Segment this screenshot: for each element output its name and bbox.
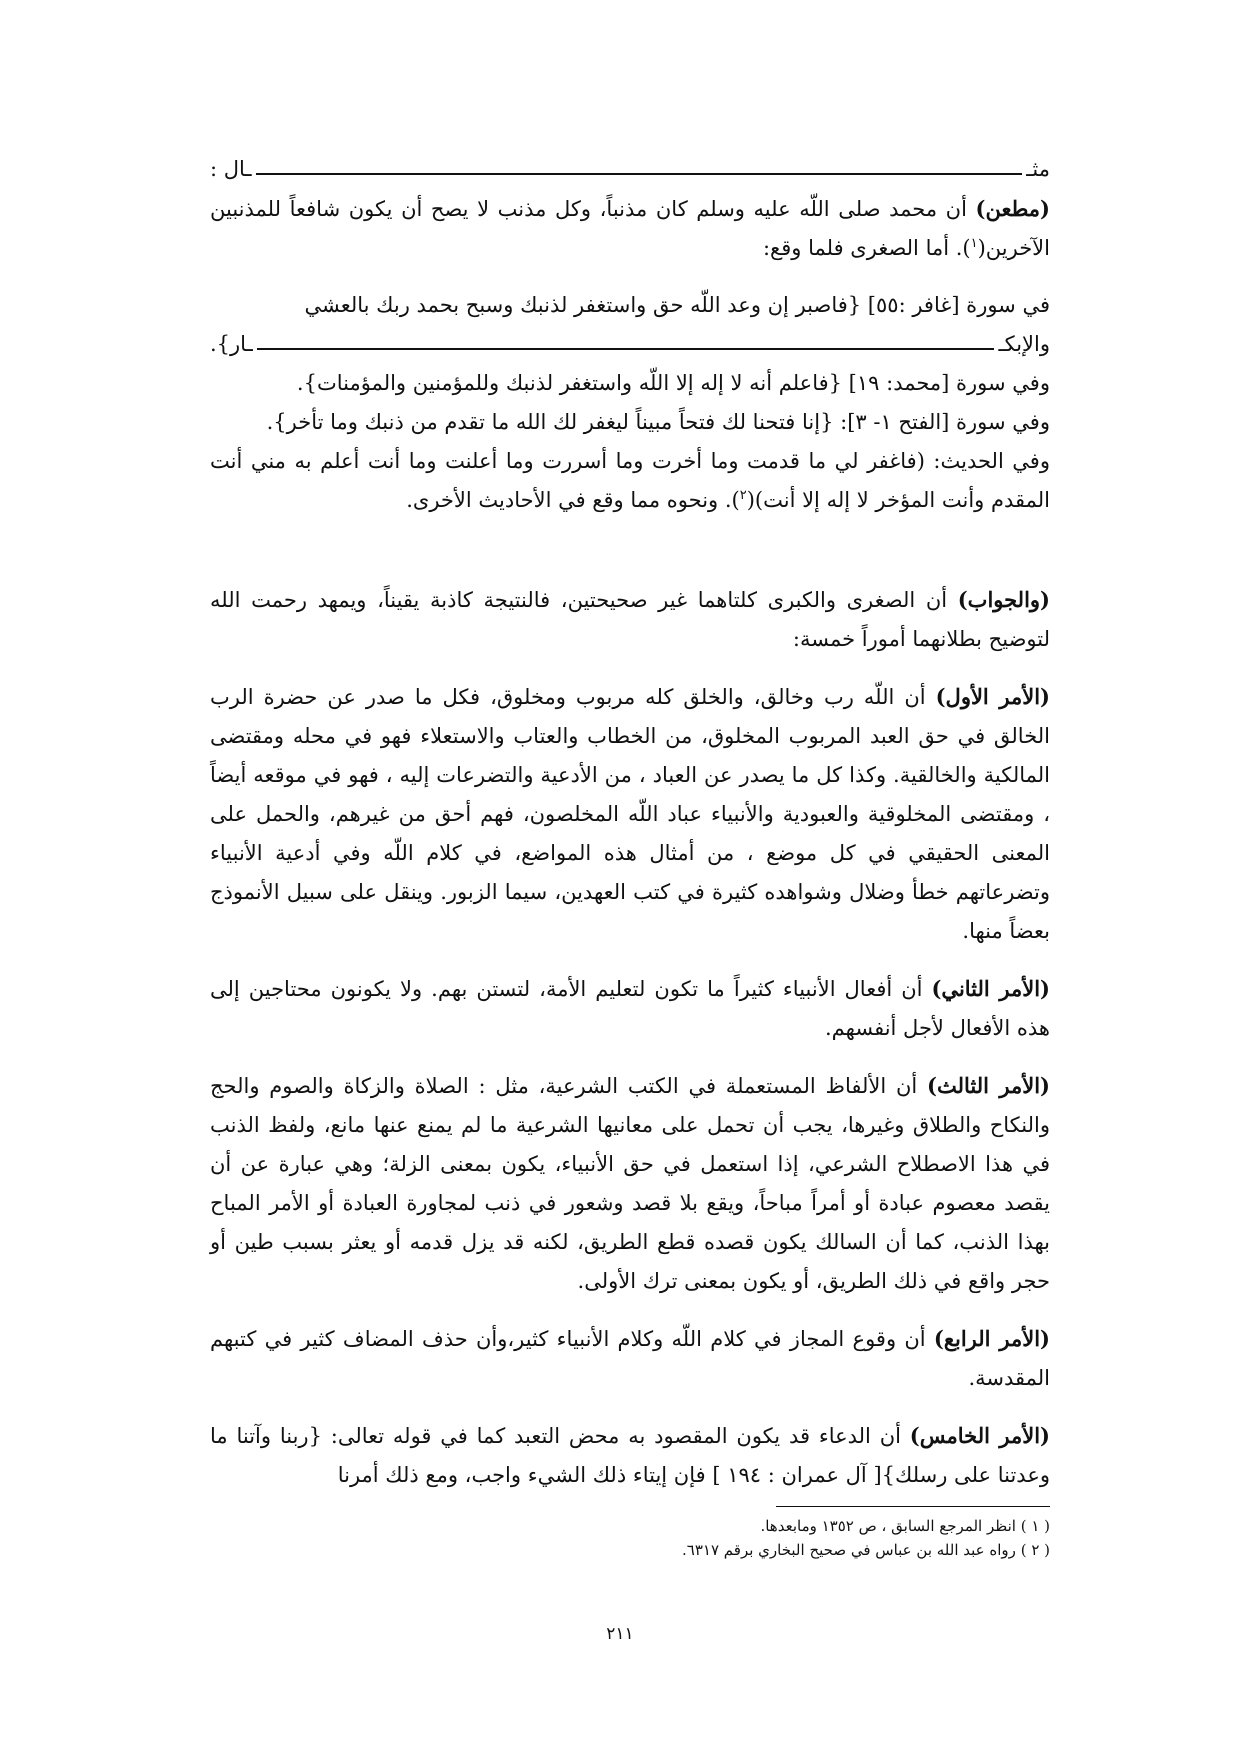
intro-ref: ١	[970, 236, 978, 251]
page-number: ٢١١	[606, 1624, 634, 1644]
ghafir-start: والإبكـ	[998, 332, 1050, 356]
intro-paragraph	[210, 189, 1050, 268]
ghafir-line: في سورة [غافر :٥٥] {فاصبر إن وعد اللّه حق واستغفر لذنبك وسبح بحمد ربك بالعشي	[304, 293, 1050, 317]
footnote-1-text: انظر المرجع السابق ، ص ١٣٥٢ ومابعدها.	[760, 1517, 1021, 1535]
footnote-separator	[776, 1506, 1050, 1507]
answer-paragraph	[210, 580, 1050, 659]
matter-1-title: (الأمر الأول)	[935, 684, 1050, 709]
matter-5-title: (الأمر الخامس)	[909, 1423, 1050, 1448]
matter-3	[210, 1066, 1050, 1301]
matter-3-text: أن الألفاظ المستعملة في الكتب الشرعية، مثل : الصلاة والزكاة والصوم والحج والنكاح والطلاق وغيرها، يجب أن تحمل على معانيها الشرعية ما لم يمنع عنها مانع، ولفظ الذنب في هذا الاصطلاح الشرعي، إذا استعمل في حق الأنبياء، يكون بمعنى الزلة؛ وهي عبارة عن أن يقصد معصوم عبادة أو أمراً مباحاً، ويقع بلا قصد وشعور في ذنب لمجاورة العبادة أو الأمر المباح بهذا الذنب، كما أن السالك يكون قصده قطع الطريق، لكنه قد يزل قدمه أو يعثر بسبب طين أو حجر واقع في ذلك الطريق، أو يكون بمعنى ترك الأولى.	[210, 1074, 1050, 1293]
evidence-block	[210, 286, 1050, 520]
matter-5-text: أن الدعاء قد يكون المقصود به محض التعبد كما في قوله تعالى: {ربنا وآتنا ما وعدتنا على رسلك}[ آل عمران : ١٩٤ ] فإن إيتاء ذلك الشيء واجب، ومع ذلك أمرنا	[210, 1424, 1050, 1487]
answer-bold: (والجواب)	[957, 587, 1050, 612]
matter-2	[210, 969, 1050, 1048]
footnote-2-text: رواه عبد الله بن عباس في صحيح البخاري برقم ٦٣١٧.	[682, 1541, 1021, 1559]
hadith-text: وفي الحديث: (فاغفر لي ما قدمت وما أخرت وما أسررت وما أعلنت وما أنت أعلم به مني أنت المقدم وأنت المؤخر لا إله إلا أنت)(	[210, 449, 1050, 512]
footnote-1-num: ( ١ )	[1020, 1517, 1050, 1535]
matter-1	[210, 677, 1050, 951]
matter-5	[210, 1416, 1050, 1495]
intro-bold: (مطعن)	[975, 196, 1050, 221]
example-start: مثـ	[1026, 157, 1050, 181]
page-body	[210, 150, 1050, 1495]
hadith-paragraph	[210, 442, 1050, 520]
intro-text: أن محمد صلى اللّه عليه وسلم كان مذنباً، وكل مذنب لا يصح أن يكون شافعاً للمذنبين الآخرين(	[210, 197, 1050, 260]
answer-text: أن الصغرى والكبرى كلتاهما غير صحيحتين، فالنتيجة كاذبة يقيناً، ويمهد رحمت الله لتوضيح بطلانهما أموراً خمسة:	[210, 588, 1050, 651]
fath-line: وفي سورة [الفتح ١- ٣]: {إنا فتحنا لك فتحاً مبيناً ليغفر لك الله ما تقدم من ذنبك وما تأخر}.	[266, 410, 1050, 434]
matter-2-text: أن أفعال الأنبياء كثيراً ما تكون لتعليم الأمة، لتستن بهم. ولا يكونون محتاجين إلى هذه الأفعال لأجل أنفسهم.	[210, 977, 1050, 1040]
matter-3-title: (الأمر الثالث)	[927, 1073, 1050, 1098]
kashida-line	[257, 348, 995, 350]
ghafir-continuation	[210, 325, 1050, 364]
hadith-ref: ٢	[739, 488, 747, 503]
example-heading-line	[210, 150, 1050, 189]
ghafir-end: ـار}.	[210, 332, 253, 356]
intro-tail: ). أما الصغرى فلما وقع:	[762, 236, 971, 260]
hadith-tail: ). ونحوه مما وقع في الأحاديث الأخرى.	[406, 488, 740, 512]
matter-4-text: أن وقوع المجاز في كلام اللّه وكلام الأنبياء كثير،وأن حذف المضاف كثير في كتبهم المقدسة.	[210, 1327, 1050, 1390]
footnote-1	[210, 1514, 1050, 1538]
footnote-2	[210, 1538, 1050, 1562]
kashida-line	[256, 173, 1023, 175]
muhammad-line: وفي سورة [محمد: ١٩] {فاعلم أنه لا إله إلا اللّه واستغفر لذنبك وللمؤمنين والمؤمنات}.	[296, 371, 1050, 395]
matter-1-text: أن اللّه رب وخالق، والخلق كله مربوب ومخلوق، فكل ما صدر عن حضرة الرب الخالق في حق العبد المربوب المخلوق، من الخطاب والعتاب والاستعلاء فهو في محله ومقتضى المالكية والخالقية. وكذا كل ما يصدر عن العباد ، من الأدعية والتضرعات إليه ، فهو في موقعه أيضاً ، ومقتضى المخلوقية والعبودية والأنبياء عباد اللّه المخلصون، فهم أحق من غيرهم، والحمل على المعنى الحقيقي في كل موضع ، من أمثال هذه المواضع، في كلام اللّه وفي أدعية الأنبياء وتضرعاتهم خطأ وضلال وشواهده كثيرة في كتب العهدين، سيما الزبور. وينقل على سبيل الأنموذج بعضاً منها.	[210, 685, 1050, 943]
footnotes	[210, 1514, 1050, 1562]
matter-2-title: (الأمر الثاني)	[931, 976, 1050, 1001]
matter-4	[210, 1319, 1050, 1398]
footnote-2-num: ( ٢ )	[1020, 1541, 1050, 1559]
matter-4-title: (الأمر الرابع)	[933, 1326, 1050, 1351]
example-end: ـال :	[210, 157, 252, 181]
